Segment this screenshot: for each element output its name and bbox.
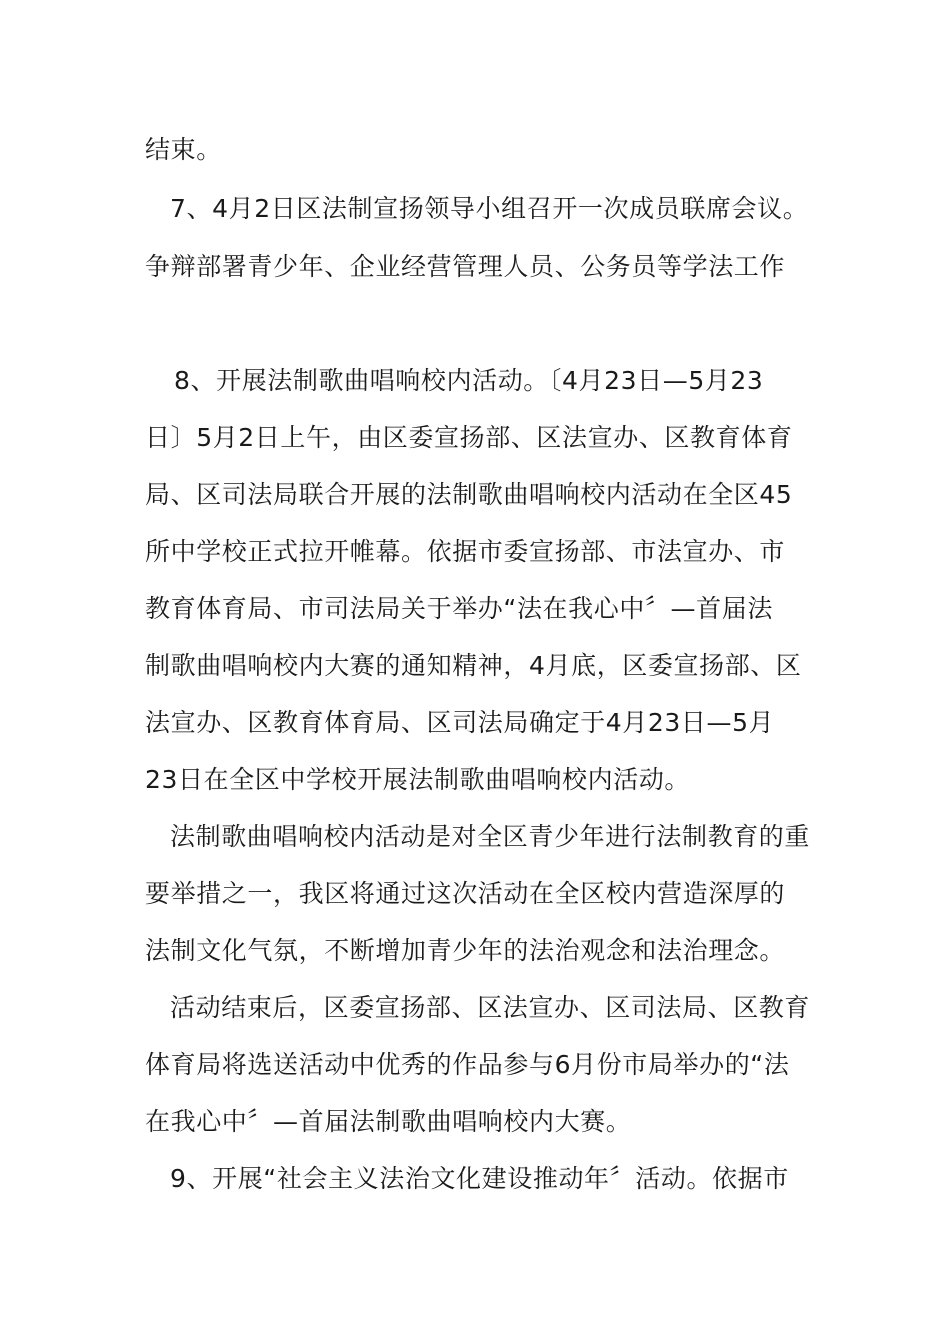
text-line-9: 制歌曲唱响校内大赛的通知精神，4月底，区委宣扬部、区 — [145, 651, 802, 680]
text-line-6: 局、区司法局联合开展的法制歌曲唱响校内活动在全区45 — [145, 480, 793, 509]
text-line-1: 结束。 — [145, 135, 222, 164]
text-line-13: 要举措之一，我区将通过这次活动在全区校内营造深厚的 — [145, 879, 786, 908]
text-line-8: 教育体育局、市司法局关于举办“法在我心中〞—首届法 — [145, 594, 773, 623]
text-line-10: 法宣办、区教育体育局、区司法局确定于4月23日—5月 — [145, 708, 775, 737]
text-line-16: 体育局将选送活动中优秀的作品参与6月份市局举办的“法 — [145, 1050, 790, 1079]
text-line-4: 8、开展法制歌曲唱响校内活动。〔4月23日—5月23 — [174, 366, 764, 395]
text-line-15: 活动结束后，区委宣扬部、区法宣办、区司法局、区教育 — [170, 993, 811, 1022]
text-line-18: 9、开展“社会主义法治文化建设推动年〞活动。依据市 — [170, 1164, 789, 1193]
text-line-11: 23日在全区中学校开展法制歌曲唱响校内活动。 — [145, 765, 691, 794]
text-line-14: 法制文化气氛，不断增加青少年的法治观念和法治理念。 — [145, 936, 786, 965]
text-line-7: 所中学校正式拉开帷幕。依据市委宣扬部、市法宣办、市 — [145, 537, 786, 566]
text-line-2: 7、4月2日区法制宣扬领导小组召开一次成员联席会议。 — [170, 194, 809, 223]
text-line-12: 法制歌曲唱响校内活动是对全区青少年进行法制教育的重 — [170, 822, 811, 851]
text-line-17: 在我心中〞—首届法制歌曲唱响校内大赛。 — [145, 1107, 632, 1136]
text-line-3: 争辩部署青少年、企业经营管理人员、公务员等学法工作 — [145, 252, 786, 281]
text-line-5: 日〕5月2日上午，由区委宣扬部、区法宣办、区教育体育 — [145, 423, 793, 452]
